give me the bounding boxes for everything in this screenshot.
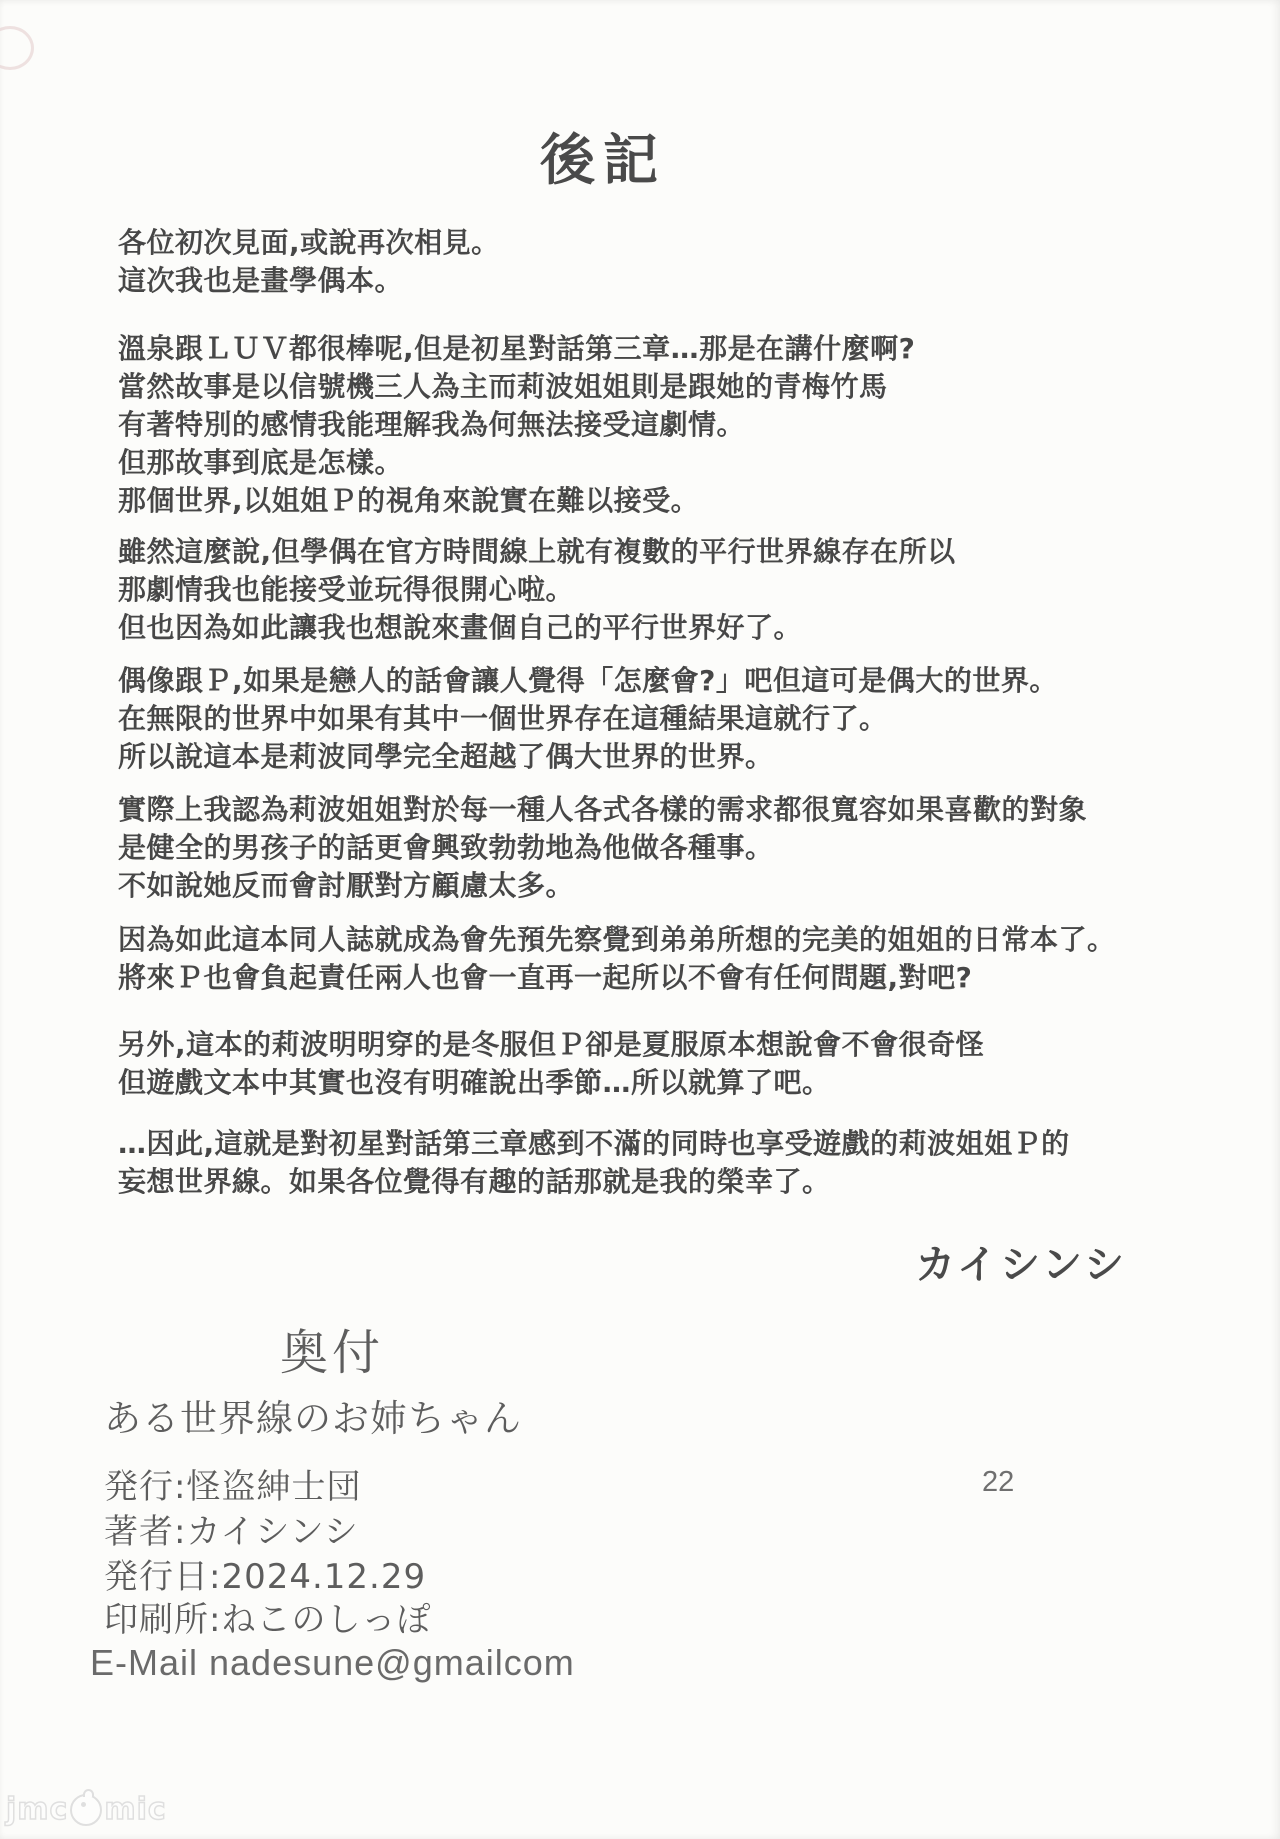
text-line: 偶像跟Ｐ,如果是戀人的話會讓人覺得「怎麼會?」吧但這可是偶大的世界。 xyxy=(118,664,1058,697)
colophon-book-title: ある世界線のお姉ちゃん xyxy=(104,1397,522,1440)
colophon-publisher: 発行:怪盗紳士団 xyxy=(104,1467,362,1507)
text-line: 但那故事到底是怎樣。 xyxy=(118,446,404,479)
watermark-text-right: mic xyxy=(104,1792,167,1827)
text-line: 將來Ｐ也會負起責任兩人也會一直再一起所以不會有任何問題,對吧? xyxy=(118,961,973,994)
text-line: 那劇情我也能接受並玩得很開心啦。 xyxy=(118,573,575,606)
text-line: 溫泉跟ＬＵＶ都很棒呢,但是初星對話第三章…那是在講什麼啊? xyxy=(118,332,916,365)
colophon-author: 著者:カイシンシ xyxy=(104,1512,359,1552)
corner-watermark-fragment xyxy=(0,26,34,70)
text-line: 那個世界,以姐姐Ｐ的視角來說實在難以接受。 xyxy=(118,484,700,517)
text-line: 這次我也是畫學偶本。 xyxy=(118,264,404,297)
afterword-paragraph xyxy=(118,224,500,300)
text-line: 是健全的男孩子的話更會興致勃勃地為他做各種事。 xyxy=(118,831,774,864)
text-line: 有著特別的感情我能理解我為何無法接受這劇情。 xyxy=(118,408,746,441)
text-line: 各位初次見面,或說再次相見。 xyxy=(118,226,500,259)
chick-icon xyxy=(70,1794,102,1826)
text-line: 因為如此這本同人誌就成為會先預先察覺到弟弟所想的完美的姐姐的日常本了。 xyxy=(118,923,1116,956)
text-line: 但遊戲文本中其實也沒有明確說出季節…所以就算了吧。 xyxy=(118,1066,831,1099)
text-line: 另外,這本的莉波明明穿的是冬服但Ｐ卻是夏服原本想說會不會很奇怪 xyxy=(118,1028,985,1061)
colophon-printer: 印刷所:ねこのしっぽ xyxy=(104,1600,432,1640)
afterword-paragraph xyxy=(118,791,1087,905)
text-line: 妄想世界線。如果各位覺得有趣的話那就是我的榮幸了。 xyxy=(118,1165,831,1198)
colophon-date: 発行日:2024.12.29 xyxy=(104,1557,427,1597)
colophon-heading: 奥付 xyxy=(280,1325,385,1381)
text-line: 實際上我認為莉波姐姐對於每一種人各式各樣的需求都很寬容如果喜歡的對象 xyxy=(118,793,1088,826)
text-line: 所以說這本是莉波同學完全超越了偶大世界的世界。 xyxy=(118,740,774,773)
text-line: …因此,這就是對初星對話第三章感到不滿的同時也享受遊戲的莉波姐姐Ｐ的 xyxy=(118,1127,1070,1160)
colophon-email: E-Mail nadesune@gmailcom xyxy=(90,1642,575,1683)
afterword-paragraph xyxy=(118,533,956,647)
afterword-paragraph xyxy=(118,662,1058,776)
afterword-paragraph xyxy=(118,330,915,520)
text-line: 當然故事是以信號機三人為主而莉波姐姐則是跟她的青梅竹馬 xyxy=(118,370,888,403)
text-line: 但也因為如此讓我也想說來畫個自己的平行世界好了。 xyxy=(118,611,803,644)
afterword-paragraph xyxy=(118,921,1116,997)
watermark-text-left: jmc xyxy=(6,1792,69,1827)
author-signature: カイシンシ xyxy=(915,1242,1127,1288)
afterword-paragraph xyxy=(118,1125,1070,1201)
afterword-paragraph xyxy=(118,1026,984,1102)
text-line: 在無限的世界中如果有其中一個世界存在這種結果這就行了。 xyxy=(118,702,888,735)
page-number: 22 xyxy=(982,1466,1015,1498)
text-line: 不如說她反而會討厭對方顧慮太多。 xyxy=(118,869,575,902)
text-line: 雖然這麼說,但學偶在官方時間線上就有複數的平行世界線存在所以 xyxy=(118,535,956,568)
page-title: 後記 xyxy=(540,128,667,192)
jmcomic-watermark xyxy=(6,1792,167,1827)
